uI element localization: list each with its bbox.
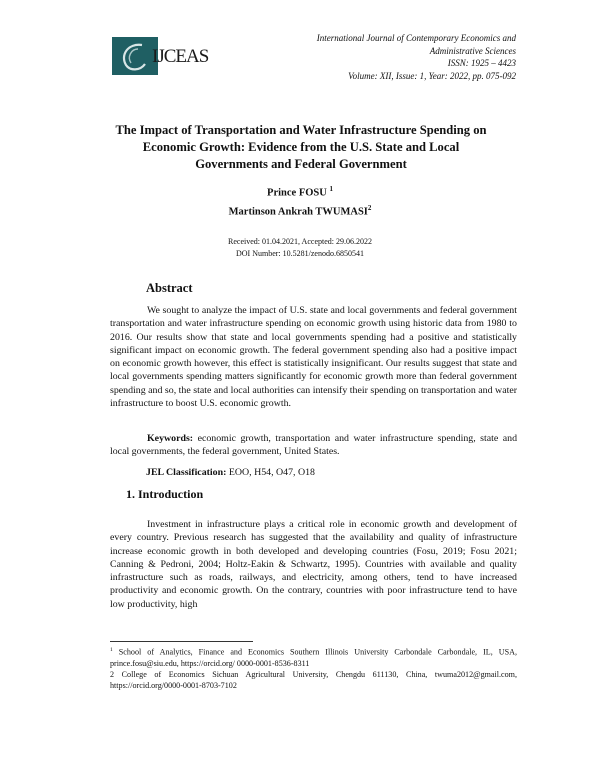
footnote-mark: 1 — [110, 647, 113, 653]
footnote-1 — [110, 645, 517, 669]
journal-header — [276, 32, 516, 82]
footnote-mark: 2 — [110, 669, 115, 679]
received-accepted: Received: 01.04.2021, Accepted: 29.06.2022 — [228, 237, 372, 246]
keywords — [110, 432, 517, 459]
keywords-label: Keywords: — [147, 433, 194, 444]
paper-title: The Impact of Transportation and Water Infrastructure Spending on Economic Growth: Evidence from the U.S. State and Local Governments and Federal Government — [115, 123, 487, 171]
footnote-text: School of Analytics, Finance and Economics Southern Illinois University Carbondale Carbondale, IL, USA, prince.fosu@siu.edu, https://orcid.org/ 0000-0001-8536-8311 — [110, 647, 517, 668]
footnotes — [110, 645, 517, 691]
author-footnote-mark: 2 — [367, 203, 372, 212]
abstract-text: We sought to analyze the impact of U.S. state and local governments and federal government transportation and water infrastructure spending on economic growth using historic data from 1980 to 2016. Our results show that state and local governments spending had a positive and statistically significant impact on economic growth. The federal government spending also had a positive impact on economic growth however, this effect is statistically insignificant. Our results suggest that state and local governments spending matters significantly for economic growth more than federal government spending and so, the state and local authorities can intensify their spending on transportation and water infrastructure to boost U.S. economic growth. — [110, 305, 517, 410]
journal-name-line1: International Journal of Contemporary Economics and — [316, 33, 516, 43]
keywords-text: economic growth, transportation and water infrastructure spending, state and local governments, the federal government, United States. — [110, 433, 518, 458]
footnote-text: College of Economics Sichuan Agricultural University, Chengdu 611130, China, twuma2012@gmail.com, https://orcid.org/0000-0001-8703-7102 — [110, 669, 518, 690]
journal-volume: Volume: XII, Issue: 1, Year: 2022, pp. 075-092 — [348, 70, 516, 81]
author-name: Prince FOSU — [267, 187, 327, 199]
introduction-text: Investment in infrastructure plays a critical role in economic growth and development of every country. Previous research has suggested that the availability and quality of infrastructure increase economic growth in both developed and developing countries (Fosu, 2019; Fosu 2021; Canning & Pedroni, 2004; Holtz-Eakin & Schwartz, 1995). Countries with available and quality infrastructure such as roads, railways, and electricity, among others, tend to have increased productivity and economic growth. On the contrary, countries with poor infrastructure tend to have low productivity, high — [110, 519, 517, 610]
author-footnote-mark: 1 — [329, 185, 333, 193]
journal-logo — [112, 37, 208, 75]
section-heading-introduction: 1. Introduction — [126, 487, 204, 501]
author-1 — [150, 182, 450, 201]
doi-number: DOI Number: 10.5281/zenodo.6850541 — [236, 248, 364, 258]
author-2 — [150, 201, 450, 220]
jel-codes: EOO, H54, O47, O18 — [228, 467, 315, 478]
publication-dates — [150, 236, 450, 259]
journal-issn: ISSN: 1925 – 4423 — [447, 58, 516, 68]
journal-name-line2: Administrative Sciences — [429, 45, 516, 56]
jel-classification — [146, 467, 315, 478]
footnote-divider — [110, 641, 253, 642]
abstract-heading: Abstract — [146, 281, 193, 295]
jel-label: JEL Classification: — [146, 467, 227, 478]
author-name: Martinson Ankrah TWUMASI — [228, 206, 368, 217]
logo-text: IJCEAS — [152, 46, 209, 67]
footnote-2 — [110, 669, 517, 691]
author-list — [150, 182, 450, 219]
